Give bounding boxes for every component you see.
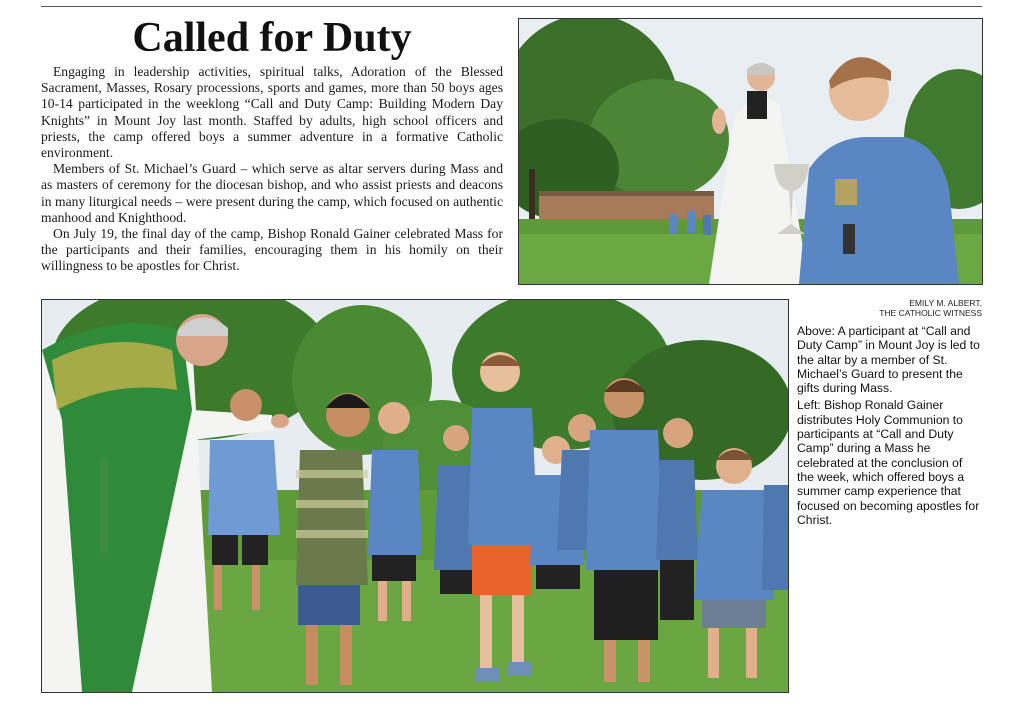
photo-captions	[797, 324, 982, 530]
photo-altar-server	[518, 18, 983, 285]
photo-holy-communion-image	[42, 300, 788, 692]
article-headline: Called for Duty	[132, 15, 412, 61]
caption-above: Above: A participant at “Call and Duty Camp” in Mount Joy is led to the altar by a member of St. Michael’s Guard to present the gifts during Mass.	[797, 324, 980, 396]
article-paragraph: Members of St. Michael’s Guard – which serve as altar servers during Mass and as masters of ceremony for the diocesan bishop, and who assist priests and deacons in many liturgical needs – were present during the camp, which focused on authentic manhood and Knighthood.	[41, 161, 503, 225]
photo-credit	[797, 298, 982, 318]
photo-credit-name: EMILY M. ALBERT,	[909, 298, 982, 308]
photo-holy-communion	[41, 299, 789, 693]
caption-left: Left: Bishop Ronald Gainer distributes Holy Communion to participants at “Call and Duty Camp” during a Mass he celebrated at the conclusion of the week, which offered boys a summer camp experience that focused on becoming apostles for Christ.	[797, 398, 980, 527]
top-rule	[41, 6, 982, 7]
article-paragraph: Engaging in leadership activities, spiritual talks, Adoration of the Blessed Sacrament, Masses, Rosary processions, sports and games, more than 50 boys ages 10-14 participated in the weeklong “Call and Duty Camp: Building Modern Day Knights” in Mount Joy last month. Staffed by adults, high school officers and priests, the camp offered boys a summer adventure in a formative Catholic environment.	[41, 64, 503, 161]
article-paragraph: On July 19, the final day of the camp, Bishop Ronald Gainer celebrated Mass for the participants and their families, encouraging them in his homily on their willingness to be apostles for Christ.	[41, 226, 503, 274]
photo-credit-publication: THE CATHOLIC WITNESS	[879, 308, 982, 318]
article-body	[41, 64, 503, 275]
photo-altar-server-image	[519, 19, 982, 284]
